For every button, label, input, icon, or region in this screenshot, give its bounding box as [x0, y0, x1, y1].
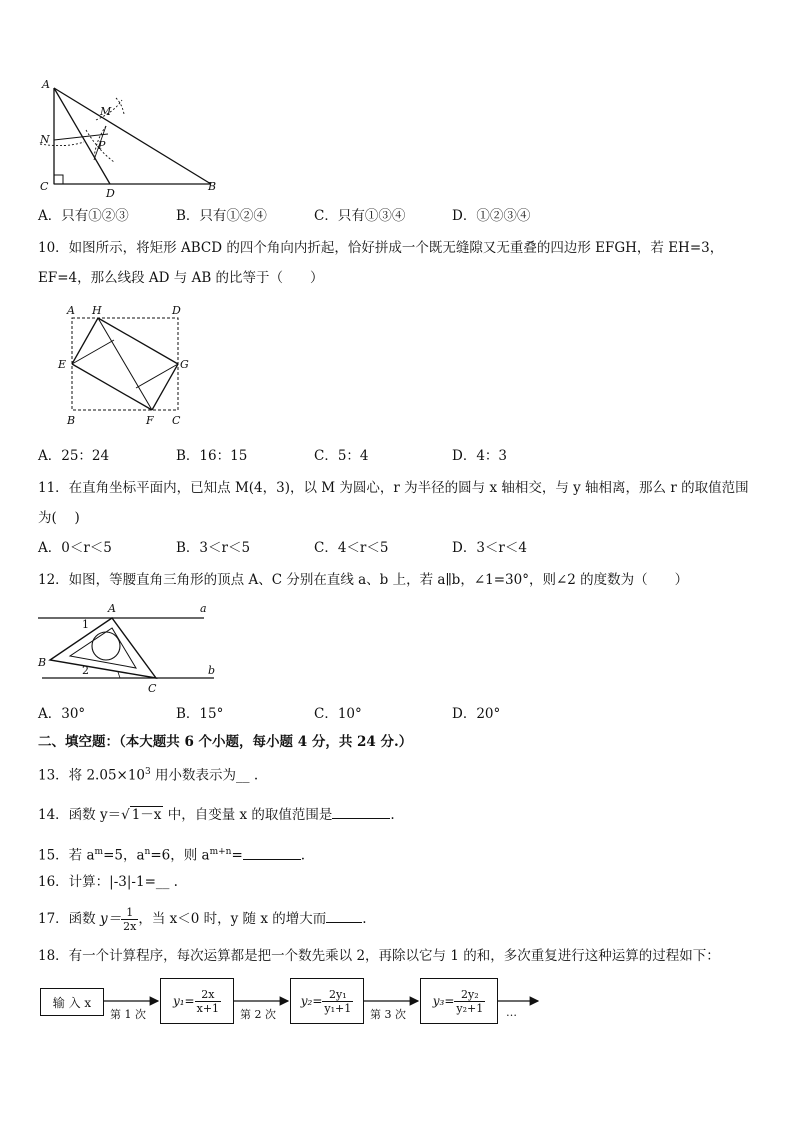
q11-text-line1: 11．在直角坐标平面内，已知点 M(4，3)，以 M 为圆心，r 为半径的圆与 x 轴相交，与 y 轴相离，那么 r 的取值范围	[38, 480, 749, 496]
q10-option-a[interactable]: A．25：24	[38, 448, 110, 464]
q9-option-c[interactable]: C．只有①③④	[314, 208, 406, 224]
q14-radicand: 1－x	[131, 807, 162, 823]
q14-sqrt-symbol: √	[121, 807, 130, 823]
q18-step-2: 第 2 次	[240, 1008, 276, 1021]
q15-mid2: =6，则 a	[150, 847, 210, 864]
q10-label-G: G	[180, 358, 189, 371]
q9-label-M: M	[100, 105, 112, 118]
q9-figure	[36, 78, 226, 198]
q14-answer-blank[interactable]	[332, 804, 390, 819]
q14-after: 中，自变量 x 的取值范围是	[163, 807, 333, 823]
q18-ellipsis: …	[506, 1006, 517, 1019]
q10-label-A: A	[67, 304, 75, 317]
q17-denominator: 2x	[123, 920, 137, 933]
q12-label-B: B	[38, 656, 47, 669]
q18-box-1-num: 2x	[195, 988, 221, 1002]
q17-fraction	[121, 906, 138, 933]
q15-text	[38, 842, 305, 866]
q17-numerator: 1	[121, 906, 138, 920]
q18-box-3-lhs: y₃=	[432, 994, 455, 1008]
q12-option-b[interactable]: B．15°	[176, 706, 224, 722]
q16-text: 16．计算：|-3|-1=__ .	[38, 874, 178, 890]
q15-mid1: =5，a	[103, 847, 145, 864]
q15-mid3: =	[231, 847, 243, 864]
q13-before: 13．将 2.05×10	[38, 767, 146, 784]
q11-option-b[interactable]: B．3＜r＜5	[176, 540, 251, 556]
q18-text: 18．有一个计算程序，每次运算都是把一个数先乘以 2，再除以它与 1 的和，多次重复进行这种运算的过程如下：	[38, 948, 720, 964]
q14-text	[38, 804, 395, 825]
q13-text	[38, 762, 258, 786]
q12-text-line1: 12．如图，等腰直角三角形的顶点 A、C 分别在直线 a、b 上，若 a∥b，∠1=30°，则∠2 的度数为（ ）	[38, 572, 689, 588]
q9-option-a[interactable]: A．只有①②③	[38, 208, 129, 224]
q18-box-2	[290, 978, 364, 1024]
q18-box-2-num: 2y₁	[322, 988, 353, 1002]
q15-sup-mn: m+n	[209, 847, 232, 857]
q13-after: 用小数表示为__ .	[150, 767, 259, 784]
q12-label-a: a	[200, 602, 207, 615]
q12-option-a[interactable]: A．30°	[38, 706, 86, 722]
q12-label-1: 1	[82, 618, 89, 631]
q18-box-1-fraction	[195, 988, 221, 1015]
q15-before: 15．若 a	[38, 847, 95, 864]
q12-label-A: A	[108, 602, 116, 615]
q10-label-H: H	[92, 304, 102, 317]
q18-box-1	[160, 978, 234, 1024]
q15-sup-n: n	[144, 847, 151, 857]
q17-before: 17．函数	[38, 911, 96, 927]
q15-sup-m: m	[94, 847, 104, 857]
q10-label-C: C	[172, 414, 181, 427]
q12-label-2: 2	[82, 664, 89, 677]
q9-label-P: P	[98, 139, 106, 152]
section-2-heading: 二、填空题：（本大题共 6 个小题，每小题 4 分，共 24 分.）	[38, 734, 413, 750]
q9-label-C: C	[40, 180, 49, 193]
q18-box-1-lhs: y₁=	[172, 994, 195, 1008]
q18-box-3-den: y₂+1	[456, 1001, 484, 1015]
q10-option-d[interactable]: D．4：3	[452, 448, 508, 464]
q10-option-b[interactable]: B．16：15	[176, 448, 248, 464]
q9-option-d[interactable]: D．①②③④	[452, 208, 531, 224]
q18-flowchart	[38, 974, 542, 1032]
q11-option-c[interactable]: C．4＜r＜5	[314, 540, 389, 556]
q18-box-2-fraction	[322, 988, 353, 1015]
q10-option-c[interactable]: C．5：4	[314, 448, 369, 464]
q13-exponent: 3	[145, 767, 151, 777]
q18-box-2-den: y₁+1	[324, 1001, 352, 1015]
q12-label-C: C	[148, 682, 157, 695]
q9-label-D: D	[106, 187, 115, 198]
q10-label-B: B	[67, 414, 76, 427]
q18-step-1: 第 1 次	[110, 1008, 146, 1021]
q9-label-A: A	[42, 78, 50, 91]
q12-figure	[34, 600, 224, 696]
q9-label-N: N	[40, 133, 50, 146]
q17-answer-blank[interactable]	[326, 908, 362, 923]
q10-label-E: E	[58, 358, 67, 371]
q10-label-D: D	[172, 304, 181, 317]
q15-answer-blank[interactable]	[243, 845, 301, 860]
q11-option-a[interactable]: A．0＜r＜5	[38, 540, 112, 556]
q14-before: 14．函数 y＝	[38, 807, 122, 823]
q17-after: ，当 x＜0 时，y 随 x 的增大而	[138, 911, 327, 927]
q18-box-3-num: 2y₂	[454, 988, 485, 1002]
q10-text-line2: EF=4，那么线段 AD 与 AB 的比等于（ ）	[38, 270, 324, 286]
q17-text	[38, 904, 367, 934]
q12-label-b: b	[208, 664, 216, 677]
q18-input-box	[40, 988, 104, 1016]
q18-box-3	[420, 978, 498, 1024]
q18-box-1-den: x+1	[196, 1001, 220, 1015]
q9-label-B: B	[208, 180, 217, 193]
q17-end: .	[362, 911, 367, 927]
q11-option-d[interactable]: D．3＜r＜4	[452, 540, 527, 556]
q18-step-3: 第 3 次	[370, 1008, 406, 1021]
q18-box-2-lhs: y₂=	[300, 994, 323, 1008]
q10-text-line1: 10．如图所示，将矩形 ABCD 的四个角向内折起，恰好拼成一个既无缝隙又无重叠的四边形 EFGH，若 EH=3，	[38, 240, 724, 256]
q18-box-3-fraction	[454, 988, 485, 1015]
q12-option-c[interactable]: C．10°	[314, 706, 362, 722]
q17-yeq: y＝	[99, 911, 122, 927]
q15-end: .	[300, 847, 306, 864]
q14-end: .	[390, 807, 395, 823]
q10-label-F: F	[146, 414, 154, 427]
q10-figure	[52, 300, 202, 430]
q9-option-b[interactable]: B．只有①②④	[176, 208, 267, 224]
q12-option-d[interactable]: D．20°	[452, 706, 501, 722]
q11-text-line2: 为( )	[38, 510, 80, 526]
q18-input-label: 输 入 x	[52, 995, 92, 1010]
